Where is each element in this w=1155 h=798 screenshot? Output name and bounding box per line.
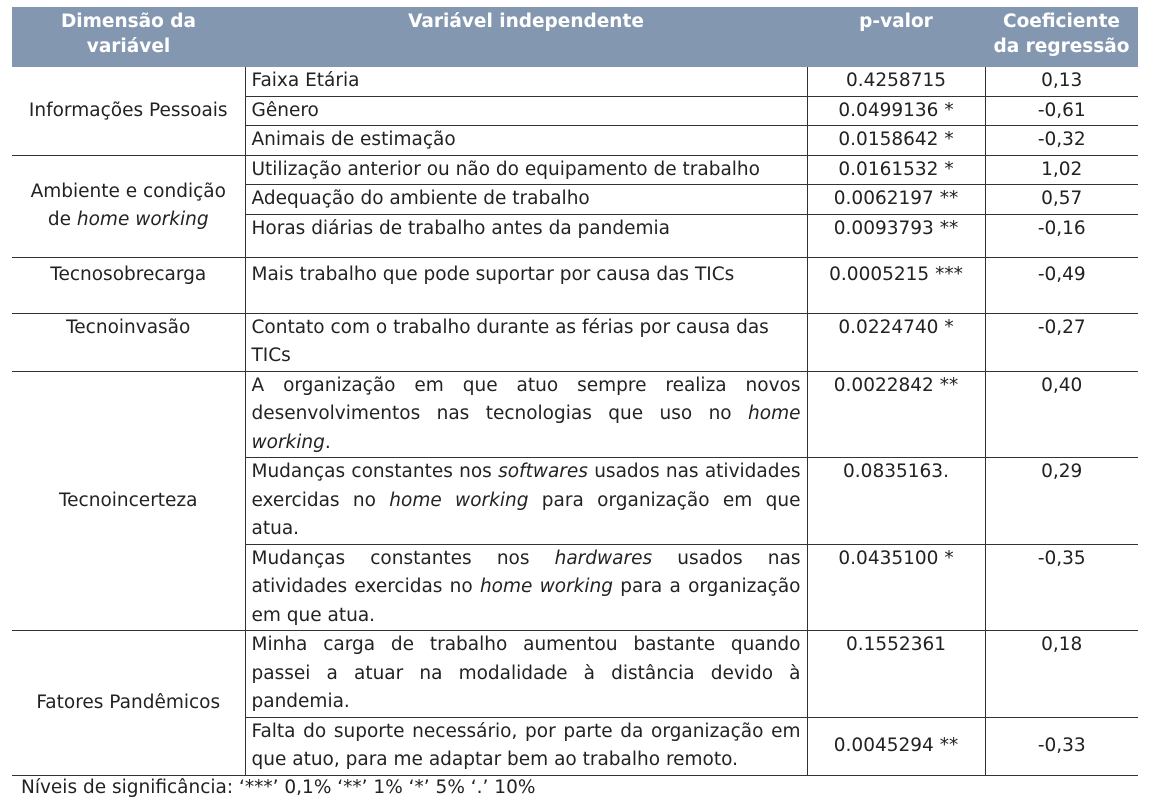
dimension-cell: Informações Pessoais xyxy=(28,99,228,121)
coef-cell: 0,57 xyxy=(985,185,1138,215)
variable-italic: hardwares xyxy=(554,547,653,569)
variable-text: para organização em que atua. xyxy=(251,489,801,539)
pvalue-cell: 0.0835163. xyxy=(807,458,985,545)
variable-italic: home working xyxy=(389,489,529,511)
variable-cell: Mais trabalho que pode suportar por causa das TICs xyxy=(245,257,807,313)
header-row xyxy=(12,7,1138,67)
variable-cell: Utilização anterior ou não do equipamento de trabalho xyxy=(245,155,807,185)
variable-text: usados nas atividades exercidas no xyxy=(251,461,801,511)
variable-cell xyxy=(245,458,807,545)
pvalue-cell: 0.0093793 ** xyxy=(807,214,985,257)
pvalue-cell: 0.1552361 xyxy=(807,631,985,718)
header-coef: Coeficiente da regressão xyxy=(985,7,1138,67)
pvalue-cell: 0.0062197 ** xyxy=(807,185,985,215)
dimension-cell: Tecnoincerteza xyxy=(12,371,245,631)
coef-cell: 0,13 xyxy=(985,67,1138,96)
pvalue-cell: 0.4258715 xyxy=(807,67,985,96)
variable-text: . xyxy=(324,431,331,453)
pvalue-cell: 0.0435100 * xyxy=(807,544,985,631)
header-dimension: Dimensão da variável xyxy=(12,7,245,67)
coef-cell: -0,49 xyxy=(985,257,1138,313)
dimension-cell: Tecnoinvasão xyxy=(12,313,245,371)
variable-cell: Animais de estimação xyxy=(245,126,807,156)
pvalue-cell: 0.0045294 ** xyxy=(807,717,985,775)
coef-cell: -0,61 xyxy=(985,96,1138,126)
variable-cell: Minha carga de trabalho aumentou bastante quando passei a atuar na modalidade à distância devido à pandemia. xyxy=(245,631,807,718)
variable-italic: home working xyxy=(479,576,614,597)
variable-text: para a organização em que atua. xyxy=(251,576,801,626)
table-row xyxy=(12,631,1138,718)
table-row xyxy=(12,67,1138,96)
coef-cell: -0,33 xyxy=(985,717,1138,775)
table-row xyxy=(12,155,1138,185)
dimension-cell: Fatores Pandêmicos xyxy=(12,631,245,775)
header-variable: Variável independente xyxy=(245,7,807,67)
pvalue-cell: 0.0161532 * xyxy=(807,155,985,185)
pvalue-cell: 0.0224740 * xyxy=(807,313,985,371)
pvalue-cell: 0.0005215 *** xyxy=(807,257,985,313)
coef-cell: 0,29 xyxy=(985,458,1138,545)
dimension-italic: home working xyxy=(76,209,209,230)
table-row xyxy=(12,257,1138,313)
table-row xyxy=(12,313,1138,371)
coef-cell: 0,40 xyxy=(985,371,1138,458)
variable-italic: home working xyxy=(251,403,801,453)
pvalue-cell: 0.0158642 * xyxy=(807,126,985,156)
significance-note: Níveis de significância: ‘***’ 0,1% ‘**’ 1% ‘*’ 5% ‘.’ 10% xyxy=(21,777,536,798)
coef-cell: -0,16 xyxy=(985,214,1138,257)
variable-cell xyxy=(245,371,807,458)
variable-cell: Horas diárias de trabalho antes da pandemia xyxy=(245,214,807,257)
variable-cell xyxy=(245,544,807,631)
regression-table xyxy=(12,7,1138,775)
variable-text: Mudanças constantes nos xyxy=(251,461,492,482)
variable-cell: Falta do suporte necessário, por parte da organização em que atuo, para me adaptar bem ao trabalho remoto. xyxy=(245,717,807,775)
coef-cell: -0,27 xyxy=(985,313,1138,371)
header-pvalue: p-valor xyxy=(807,7,985,67)
variable-text: A organização em que atuo sempre realiza novos desenvolvimentos nas tecnologias que uso no xyxy=(251,374,801,424)
variable-cell: Adequação do ambiente de trabalho xyxy=(245,185,807,215)
coef-cell: 0,18 xyxy=(985,631,1138,718)
pvalue-cell: 0.0499136 * xyxy=(807,96,985,126)
variable-text: usados nas atividades exercidas no xyxy=(251,547,801,597)
coef-cell: -0,32 xyxy=(985,126,1138,156)
table-row xyxy=(12,371,1138,458)
table-bottom-rule xyxy=(12,775,1138,776)
variable-cell: Faixa Etária xyxy=(245,67,807,96)
pvalue-cell: 0.0022842 ** xyxy=(807,371,985,458)
dimension-cell xyxy=(12,155,245,257)
variable-cell: Contato com o trabalho durante as férias por causa das TICs xyxy=(245,313,807,371)
coef-cell: -0,35 xyxy=(985,544,1138,631)
variable-cell: Gênero xyxy=(245,96,807,126)
variable-italic: softwares xyxy=(498,461,588,482)
dimension-text: de xyxy=(47,209,71,230)
dimension-text: Ambiente e condição xyxy=(30,181,226,202)
coef-cell: 1,02 xyxy=(985,155,1138,185)
dimension-cell: Tecnosobrecarga xyxy=(12,257,245,313)
variable-text: Mudanças constantes nos xyxy=(251,547,530,569)
